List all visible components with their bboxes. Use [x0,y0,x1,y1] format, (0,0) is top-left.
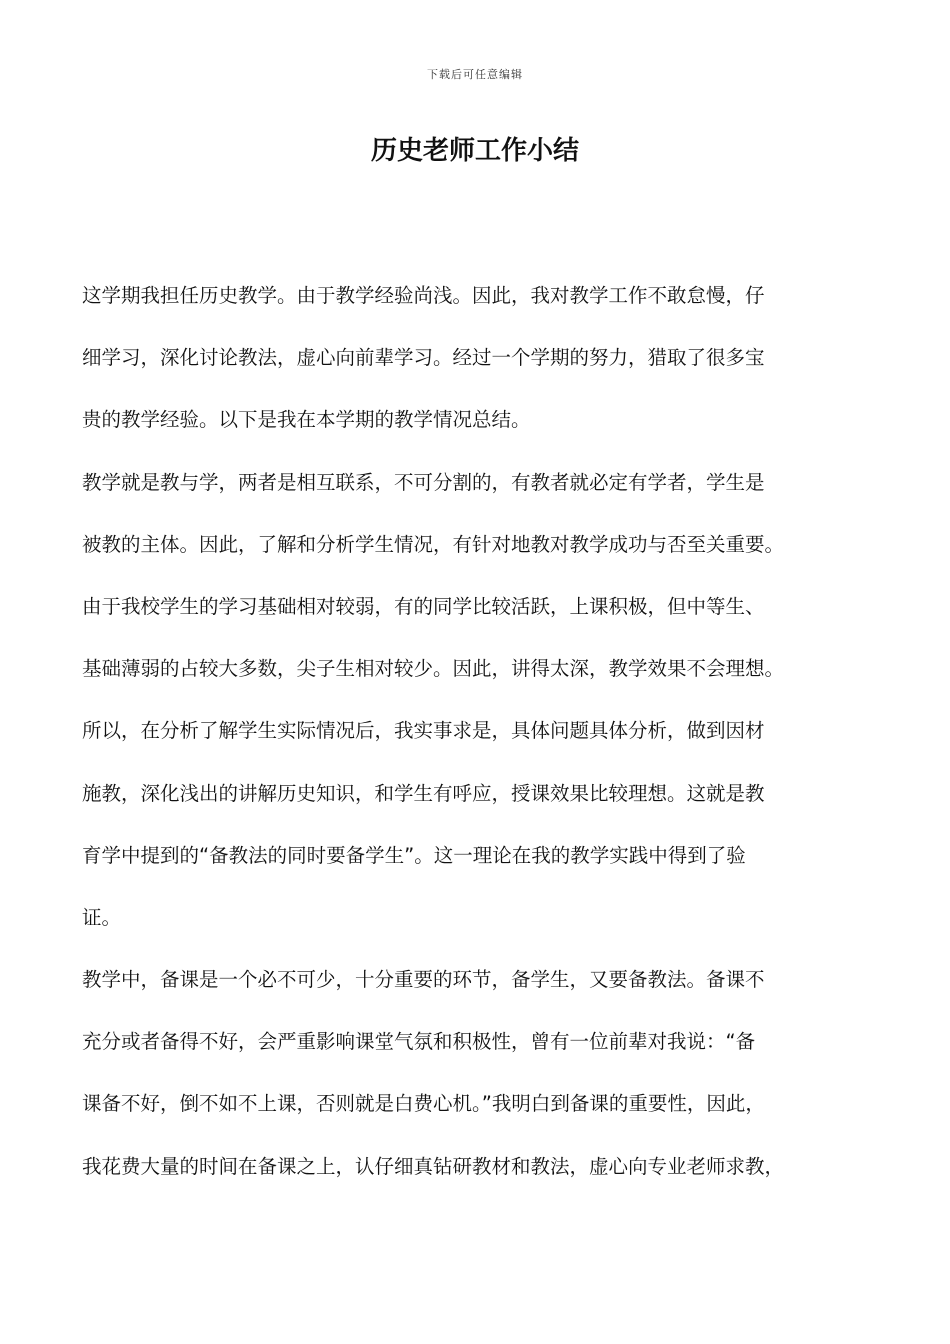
text-line: 施教，深化浅出的讲解历史知识，和学生有呼应，授课效果比较理想。这就是教 [82,781,765,805]
text-line: 课备不好，倒不如不上课，否则就是白费心机。”我明白到备课的重要性，因此， [82,1092,765,1116]
text-line: 细学习，深化讨论教法，虚心向前辈学习。经过一个学期的努力，猎取了很多宝 [82,346,765,370]
text-line: 基础薄弱的占较大多数，尖子生相对较少。因此，讲得太深，教学效果不会理想。 [82,657,785,681]
paragraph-3 [82,964,882,1182]
text-line: 被教的主体。因此，了解和分析学生情况，有针对地教对教学成功与否至关重要。 [82,532,785,556]
text-line: 教学就是教与学，两者是相互联系，不可分割的，有教者就必定有学者，学生是 [82,470,765,494]
document-title: 历史老师工作小结 [370,136,579,166]
text-line: 由于我校学生的学习基础相对较弱，有的同学比较活跃，上课积极，但中等生、 [82,594,765,618]
text-line: 充分或者备得不好，会严重影响课堂气氛和积极性，曾有一位前辈对我说：“备 [82,1030,756,1054]
text-line: 我花费大量的时间在备课之上，认仔细真钻研教材和教法，虚心向专业老师求教， [82,1154,785,1178]
text-line: 贵的教学经验。以下是我在本学期的教学情况总结。 [82,408,531,432]
document-body [82,280,882,1182]
paragraph-1 [82,280,882,435]
text-line: 这学期我担任历史教学。由于教学经验尚浅。因此，我对教学工作不敢怠慢，仔 [82,284,765,307]
text-line: 教学中，备课是一个必不可少，十分重要的环节，备学生，又要备教法。备课不 [82,968,765,992]
text-line: 育学中提到的“备教法的同时要备学生”。这一理论在我的教学实践中得到了验 [82,843,746,867]
paragraph-2 [82,467,882,933]
text-line: 所以，在分析了解学生实际情况后，我实事求是，具体问题具体分析，做到因材 [82,719,765,743]
header-note: 下载后可任意编辑 [427,68,523,81]
text-line: 证。 [82,905,122,929]
